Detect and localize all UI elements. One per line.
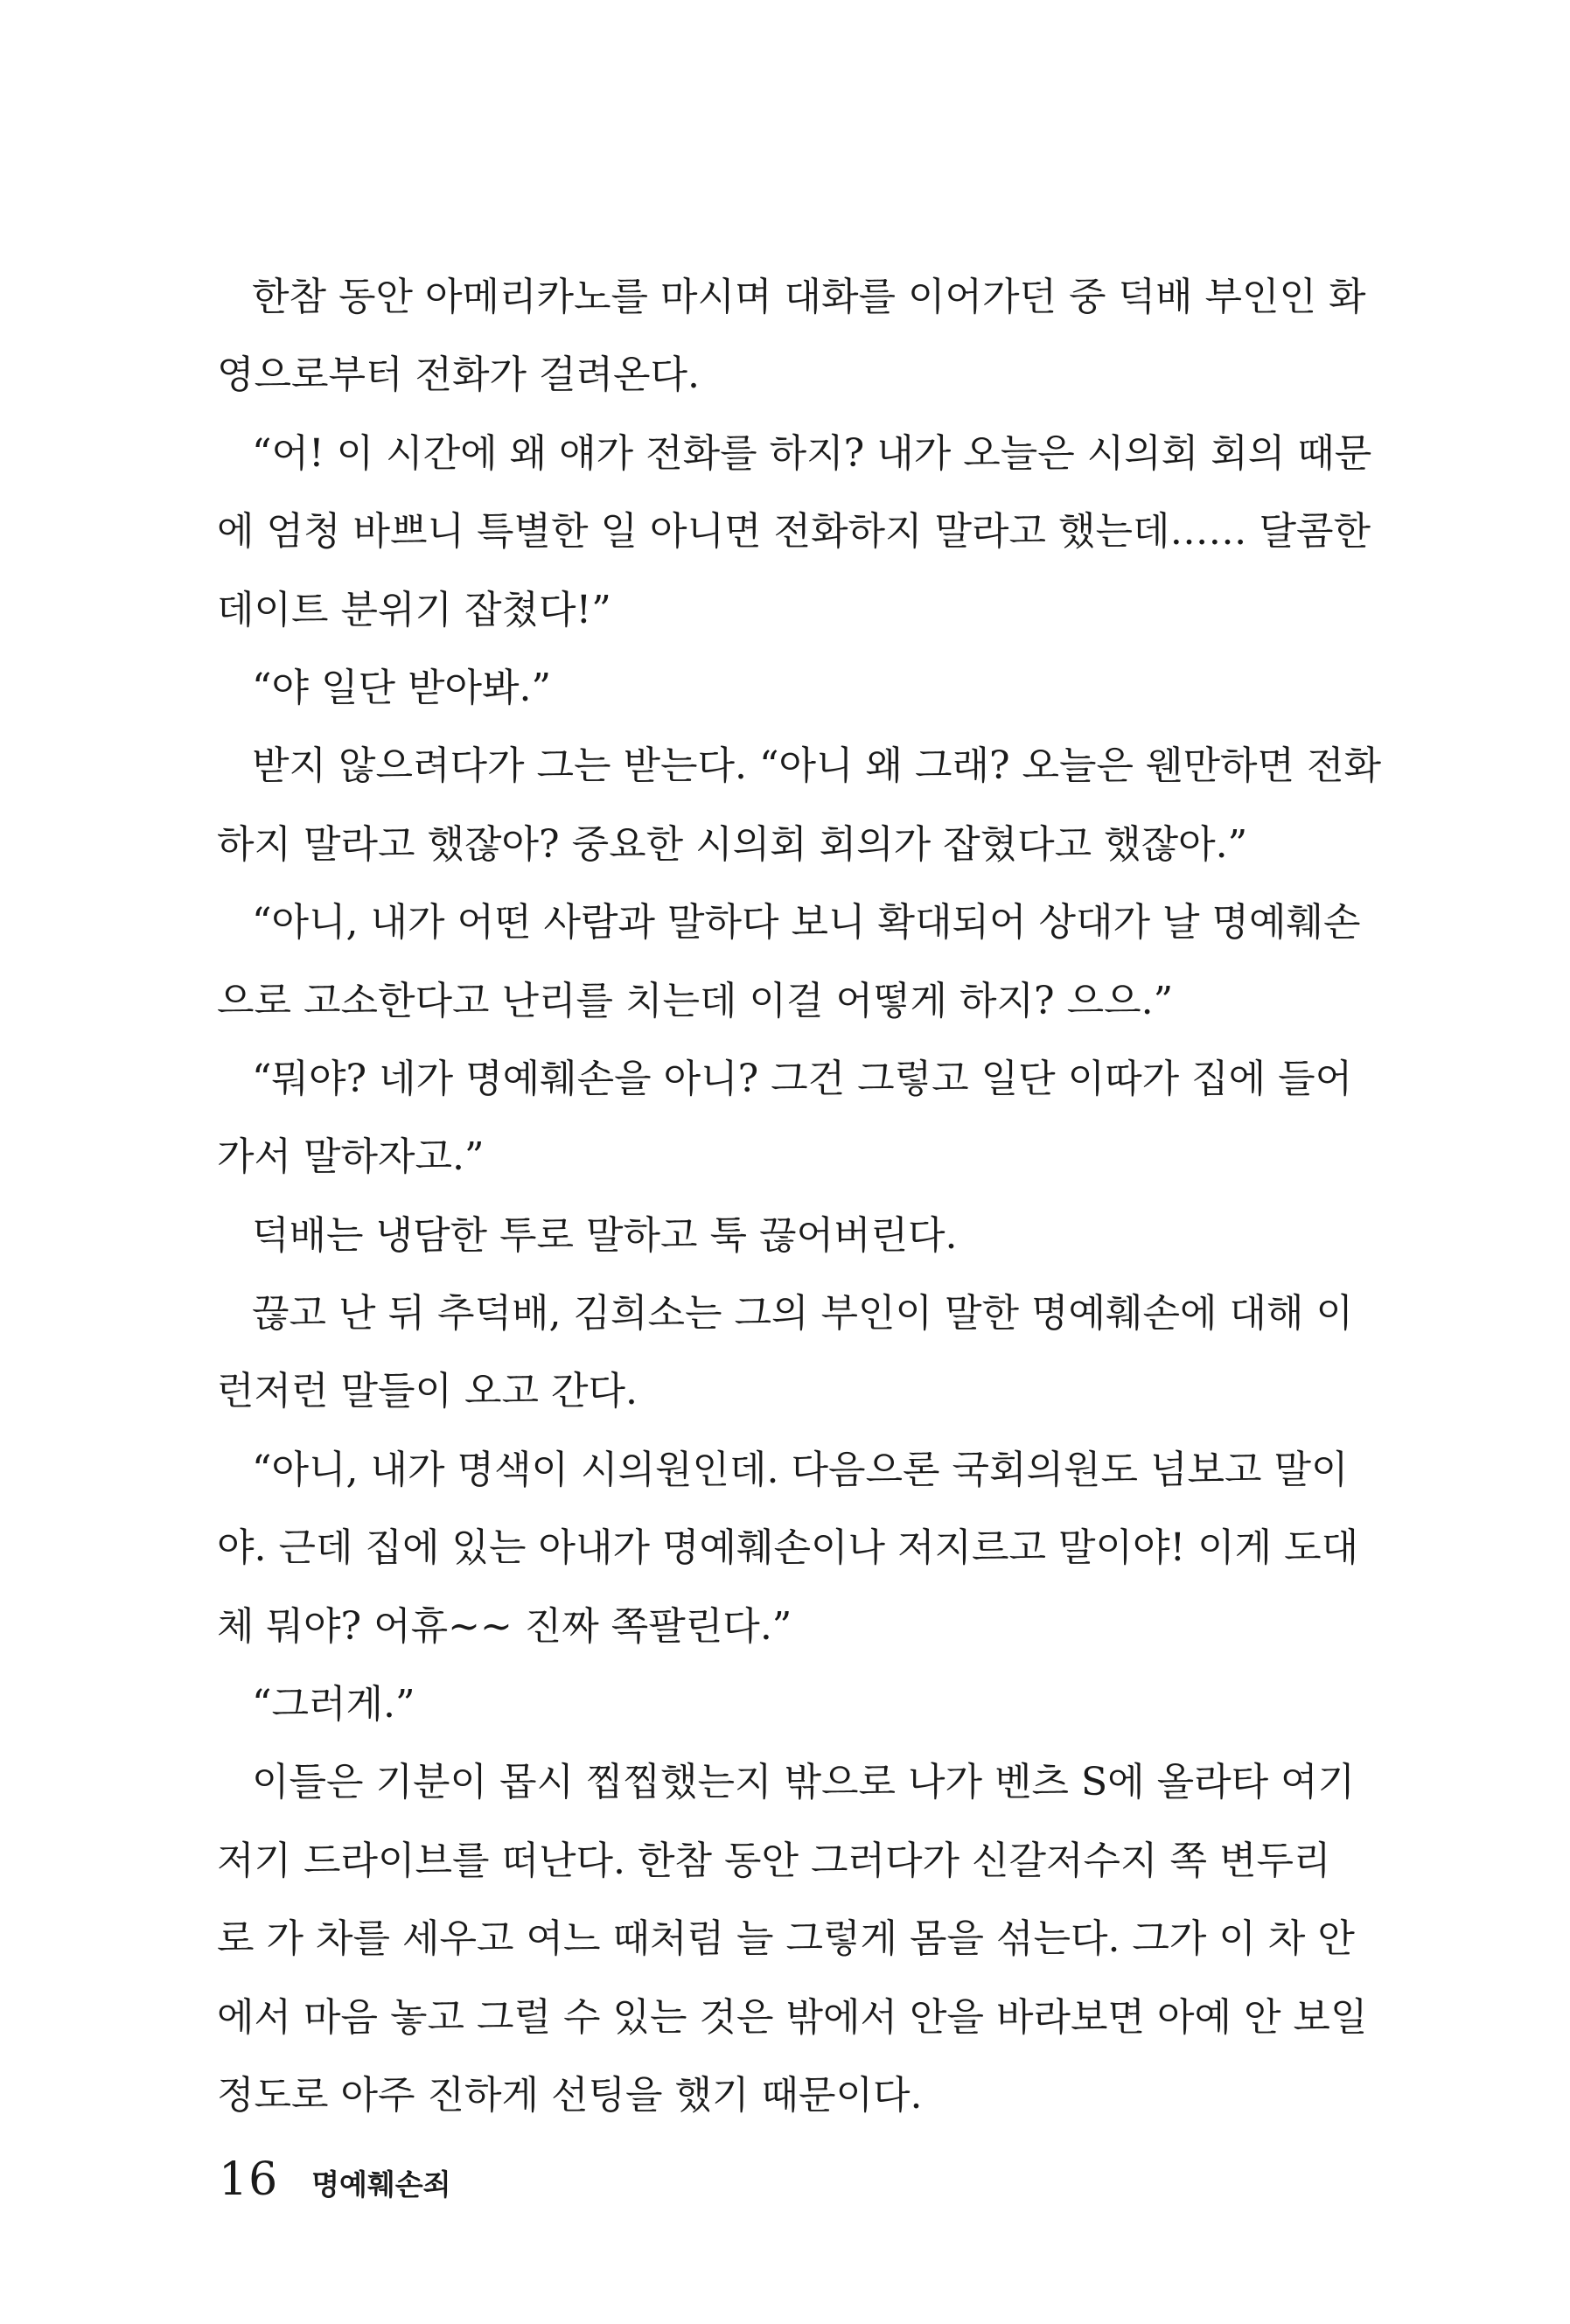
text-line: 끊고 난 뒤 추덕배, 김희소는 그의 부인이 말한 명예훼손에 대해 이 [252, 1291, 1353, 1336]
text-line: 정도로 아주 진하게 선팅을 했기 때문이다. [217, 2072, 923, 2118]
text-line: 받지 않으려다가 그는 받는다. “아니 왜 그래? 오늘은 웬만하면 전화 [252, 743, 1382, 789]
text-line: “야 일단 받아봐.” [252, 665, 551, 710]
text-line: 야. 근데 집에 있는 아내가 명예훼손이나 저지르고 말이야! 이게 도대 [217, 1525, 1359, 1571]
text-line: 덕배는 냉담한 투로 말하고 툭 끊어버린다. [252, 1212, 958, 1258]
text-line: 하지 말라고 했잖아? 중요한 시의회 회의가 잡혔다고 했잖아.” [217, 821, 1248, 867]
page-number: 16 [219, 2153, 279, 2206]
text-line: 으로 고소한다고 난리를 치는데 이걸 어떻게 하지? 으으.” [217, 978, 1174, 1023]
text-line: 한참 동안 아메리카노를 마시며 대화를 이어가던 중 덕배 부인인 화 [252, 275, 1366, 319]
text-line: 저기 드라이브를 떠난다. 한참 동안 그러다가 신갈저수지 쪽 변두리 [217, 1838, 1331, 1883]
page-footer [219, 2153, 451, 2215]
text-line: 데이트 분위기 잡쳤다!” [217, 587, 611, 632]
text-line: 에 엄청 바쁘니 특별한 일 아니면 전화하지 말라고 했는데…… 달콤한 [217, 509, 1371, 555]
text-line: 로 가 차를 세우고 여느 때처럼 늘 그렇게 몸을 섞는다. 그가 이 차 안 [217, 1916, 1355, 1962]
text-line: “어! 이 시간에 왜 얘가 전화를 하지? 내가 오늘은 시의회 회의 때문 [252, 430, 1372, 476]
body-text [217, 258, 1382, 2134]
text-line: 에서 마음 놓고 그럴 수 있는 것은 밖에서 안을 바라보면 아예 안 보일 [217, 1994, 1368, 2040]
text-line: “뭐야? 네가 명예훼손을 아니? 그건 그렇고 일단 이따가 집에 들어 [252, 1056, 1353, 1101]
text-line: “그러게.” [252, 1682, 415, 1727]
text-line: “아니, 내가 명색이 시의원인데. 다음으론 국회의원도 넘보고 말이 [252, 1447, 1349, 1492]
text-line: 런저런 말들이 오고 간다. [217, 1369, 638, 1414]
text-line: 가서 말하자고.” [217, 1134, 485, 1180]
text-line: 이들은 기분이 몹시 찝찝했는지 밖으로 나가 벤츠 S에 올라타 여기 [252, 1760, 1356, 1805]
text-line: “아니, 내가 어떤 사람과 말하다 보니 확대되어 상대가 날 명예훼손 [252, 900, 1361, 946]
running-title: 명예훼손죄 [311, 2167, 451, 2202]
text-line: 영으로부터 전화가 걸려온다. [217, 352, 701, 398]
text-line: 체 뭐야? 어휴~~ 진짜 쪽팔린다.” [217, 1603, 792, 1649]
